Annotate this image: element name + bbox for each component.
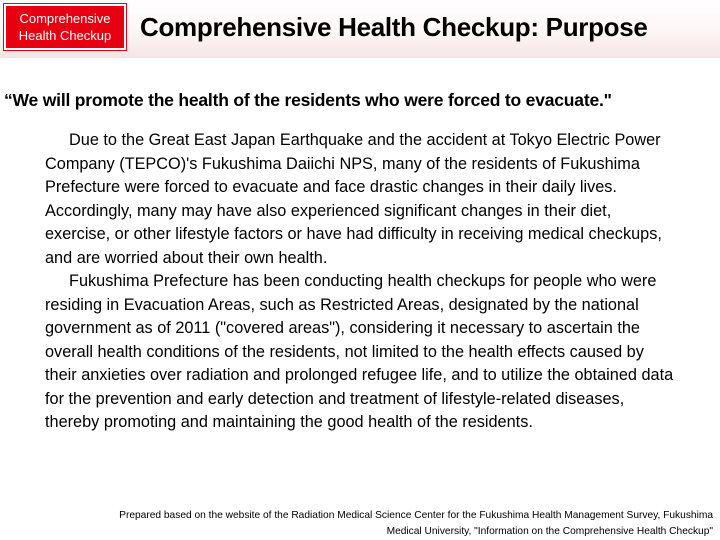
section-tag-line2: Health Checkup — [18, 28, 112, 43]
section-tag-line1: Comprehensive — [19, 11, 111, 26]
source-note-line1: Prepared based on the website of the Radiation Medical Science Center for the Fukushima Health Management Survey, Fukushima — [119, 510, 713, 521]
source-note — [53, 508, 713, 539]
body-paragraph-2: Fukushima Prefecture has been conducting health checkups for people who were residing in Evacuation Areas, such as Restricted Areas, designated by the national government as of 2011 ("covered areas"), considering it necessary to ascertain the overall health conditions of the residents, not limited to the health effects caused by their anxieties over radiation and prolonged refugee life, and to utilize the obtained data for the prevention and early detection and treatment of lifestyle-related diseases, thereby promoting and maintaining the good health of the residents. — [45, 272, 674, 431]
section-tag — [4, 4, 126, 50]
quote-heading: “We will promote the health of the residents who were forced to evacuate." — [4, 90, 612, 110]
body-text — [45, 129, 675, 435]
source-note-line2: Medical University, "Information on the Comprehensive Health Checkup" — [386, 525, 713, 537]
body-paragraph-1: Due to the Great East Japan Earthquake and the accident at Tokyo Electric Power Company (TEPCO)'s Fukushima Daiichi NPS, many of the residents of Fukushima Prefecture were forced to evacuate and face drastic changes in their daily lives. Accordingly, many may have also experienced significant changes in their diet, exercise, or other lifestyle factors or have had difficulty in receiving medical checkups, and are worried about their own health. — [45, 131, 662, 267]
page-title: Comprehensive Health Checkup: Purpose — [140, 12, 648, 42]
